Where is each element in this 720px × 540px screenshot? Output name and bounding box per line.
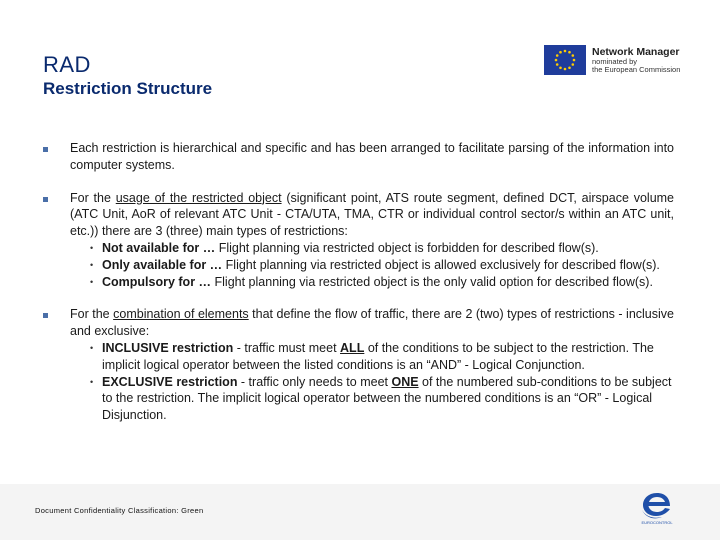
eurocontrol-logo-text: EUROCONTROL [641,520,673,525]
sub-bullet-inclusive [70,340,674,374]
dot-bullet-icon: • [90,259,94,270]
bullet-text-underlined: combination of elements [113,307,249,322]
square-bullet-icon [43,197,48,202]
sub-bullet-not-available [70,240,674,257]
sub-bullet-only-available [70,257,674,274]
sub-bullet-bold: Not available for … [102,240,216,255]
bullet-text: Each restriction is hierarchical and specific and has been arranged to facilitate parsing of the information into computer systems. [70,141,674,172]
sub-bullet-underlined-bold: ALL [340,340,365,355]
dot-bullet-icon: • [90,276,94,287]
sub-bullet-text: Flight planning via restricted object is forbidden for described flow(s). [215,240,599,255]
square-bullet-icon [43,147,48,152]
network-manager-logo [544,44,694,76]
sub-bullet-exclusive [70,374,674,424]
logo-sub-text-1: nominated by [592,56,638,66]
logo-main-text: Network Manager [592,45,680,58]
slide-content [43,140,674,424]
bullet-text-underlined: usage of the restricted object [115,190,282,205]
bullet-combination [43,306,674,424]
bullet-text-post: (significant point, ATS route segment, defined DCT, airspace volume (ATC Unit, AoR of relevant ATC Unit - CTA/UTA, TMA, CTR or individual control sector/s within an ATC unit, etc.)) there are 3 (three) main types of restrictions: [70,190,675,239]
dot-bullet-icon: • [90,242,94,253]
bullet-restricted-object [43,190,674,291]
slide-subtitle: Restriction Structure [43,79,213,98]
confidentiality-classification: Document Confidentiality Classification: Green [35,506,204,515]
logo-sub-text-2: the European Commission [592,64,681,74]
bullet-text-pre: For the [70,307,114,322]
slide-title: RAD [43,52,91,77]
sub-bullet-text: Flight planning via restricted object is allowed exclusively for described flow(s). [222,257,660,272]
sub-bullet-text: - traffic must meet [233,340,341,355]
sub-bullet-bold: EXCLUSIVE restriction [102,374,238,389]
eu-flag-icon [544,45,586,75]
sub-bullet-bold: INCLUSIVE restriction [102,340,234,355]
square-bullet-icon [43,313,48,318]
sub-bullet-bold: Only available for … [102,257,223,272]
bullet-text-pre: For the [70,190,116,205]
sub-bullet-underlined-bold: ONE [391,374,419,389]
eurocontrol-logo-icon [640,490,674,526]
sub-bullet-compulsory [70,274,674,291]
sub-bullet-text: Flight planning via restricted object is the only valid option for described flow(s). [211,274,653,289]
bullet-text-post: that define the flow of traffic, there are 2 (two) types of restrictions - inclusive and exclusive: [70,307,674,339]
sub-bullet-text: - traffic only needs to meet [237,374,392,389]
dot-bullet-icon: • [90,376,94,387]
bullet-hierarchy [43,140,674,174]
sub-bullet-bold: Compulsory for … [102,274,212,289]
dot-bullet-icon: • [90,342,94,353]
sub-bullet-text: of the numbered sub-conditions to be subject to the restriction. The implicit logical operator between the numbered conditions is an “OR” - Logical Disjunction. [102,374,672,423]
sub-bullet-text: of the conditions to be subject to the restriction. The implicit logical operator between the listed conditions is an “AND” - Logical Conjunction. [102,340,654,372]
